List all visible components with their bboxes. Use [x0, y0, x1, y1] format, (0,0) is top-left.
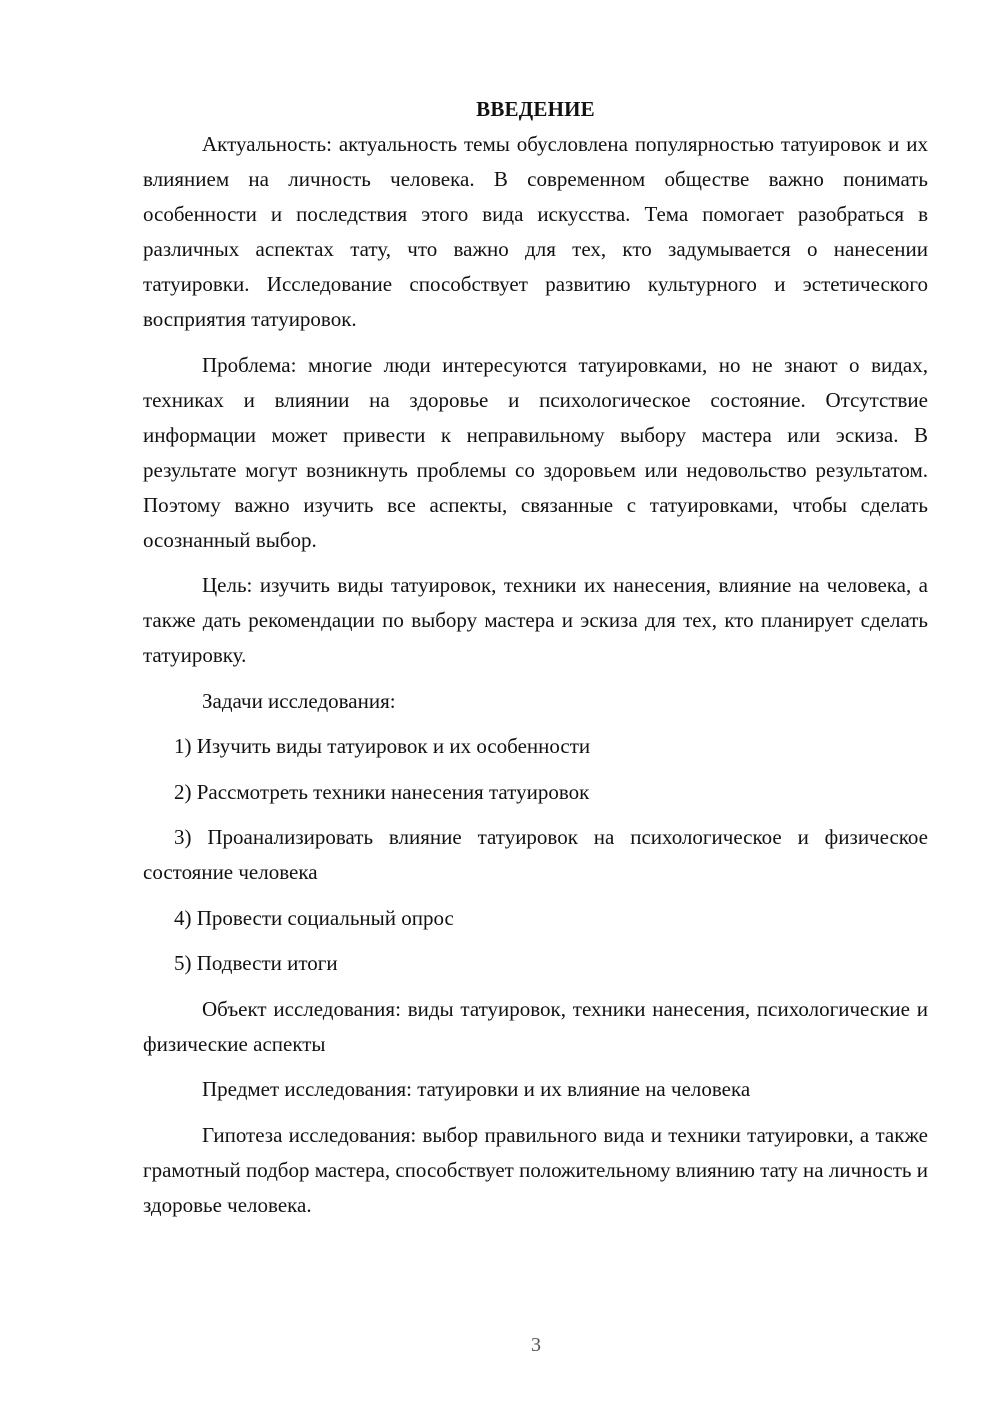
section-heading: ВВЕДЕНИЕ: [476, 97, 595, 121]
page-number: 3: [531, 1334, 541, 1356]
paragraph-goal: Цель: изучить виды татуировок, техники их нанесения, влияние на человека, а также дать рекомендации по выбору мастера и эскиза для тех, кто планирует сделать татуировку.: [143, 573, 928, 667]
task-item-3: 3) Проанализировать влияние татуировок на психологическое и физическое состояние человека: [143, 825, 928, 884]
page-content: [143, 92, 928, 1233]
paragraph-tasks-title: Задачи исследования:: [202, 688, 396, 713]
paragraph-hypothesis: Гипотеза исследования: выбор правильного вида и техники татуировки, а также грамотный подбор мастера, способствует положительному влиянию тату на личность и здоровье человека.: [143, 1122, 928, 1217]
paragraph-object: Объект исследования: виды татуировок, техники нанесения, психологические и физические аспекты: [143, 996, 928, 1056]
paragraph-problem: Проблема: многие люди интересуются татуировками, но не знают о видах, техниках и влиянии на здоровье и психологическое состояние. Отсутствие информации может привести к неправильному выбору мастера или эскиза. В результате могут возникнуть проблемы со здоровьем или недовольство результатом. Поэтому важно изучить все аспекты, связанные с татуировками, чтобы сделать осознанный выбор.: [143, 352, 928, 552]
task-item-5: 5) Подвести итоги: [174, 951, 338, 975]
paragraph-relevance: Актуальность: актуальность темы обусловлена популярностью татуировок и их влиянием на личность человека. В современном обществе важно понимать особенности и последствия этого вида искусства. Тема помогает разобраться в различных аспектах тату, что важно для тех, кто задумывается о нанесении татуировки. Исследование способствует развитию культурного и эстетического восприятия татуировок.: [143, 132, 928, 331]
task-item-2: 2) Рассмотреть техники нанесения татуировок: [174, 779, 590, 804]
paragraph-subject: Предмет исследования: татуировки и их влияние на человека: [202, 1077, 751, 1101]
task-item-1: 1) Изучить виды татуировок и их особенности: [174, 734, 591, 758]
task-item-4: 4) Провести социальный опрос: [174, 905, 454, 930]
